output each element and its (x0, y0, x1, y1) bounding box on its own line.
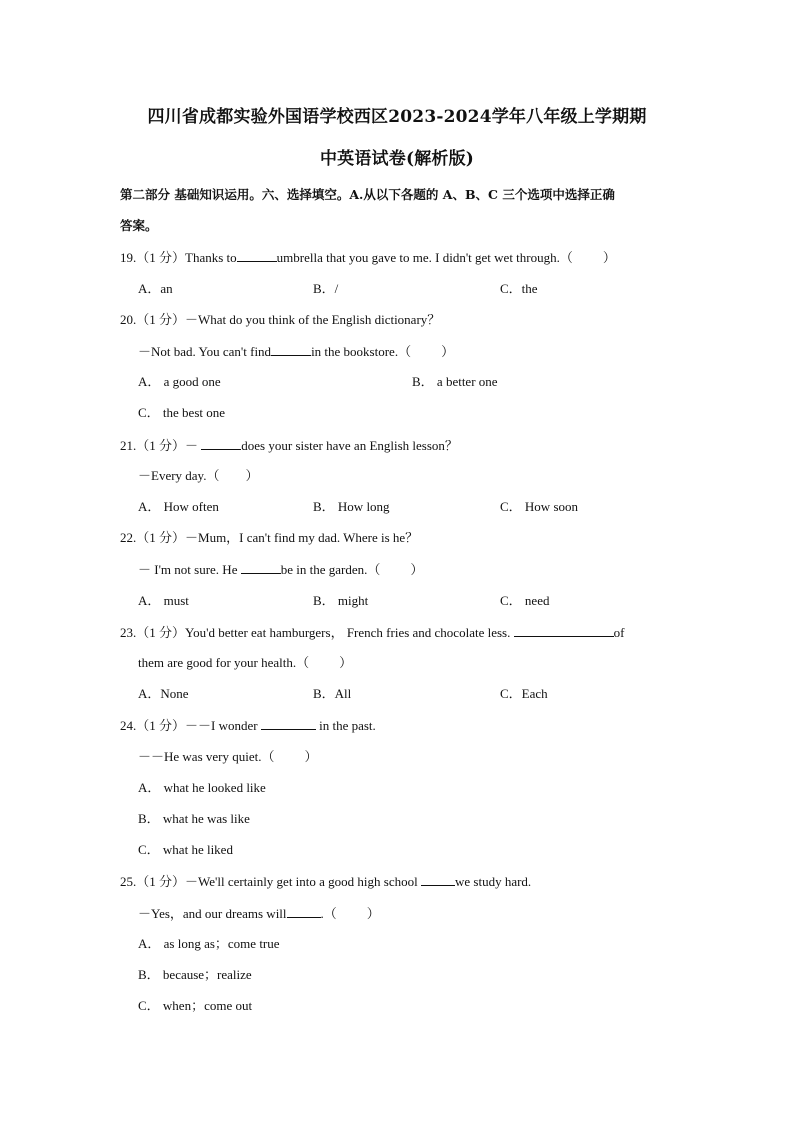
answer-blank (261, 717, 316, 730)
option-a[interactable]: A． as long as；come true (138, 936, 280, 951)
option-c[interactable]: C． when；come out (138, 998, 253, 1013)
question-stem: You'd better eat hamburgers， French fries and chocolate less. (185, 625, 511, 640)
question-23-cont: them are good for your health.（ ） (138, 655, 353, 670)
question-19: 19.（1 分）Thanks to umbrella that you gave to me. I didn't get wet through.（ ） (120, 250, 616, 265)
question-stem: －What do you think of the English dictionary？ (185, 312, 441, 327)
question-number: 21. (120, 438, 137, 453)
answer-blank (287, 905, 321, 918)
answer-blank (271, 343, 311, 356)
question-score: （1 分） (136, 530, 186, 545)
option-b[interactable]: B． a better one (412, 374, 498, 389)
answer-blank (241, 561, 281, 574)
question-number: 22. (120, 530, 137, 545)
answer-blank (421, 873, 455, 886)
question-22 (120, 530, 418, 546)
option-c[interactable]: C． How soon (500, 499, 579, 514)
question-stem: －We'll certainly get into a good high school (185, 874, 418, 889)
question-number: 23. (120, 625, 137, 640)
question-stem: －Mum，I can't find my dad. Where is he？ (185, 530, 419, 545)
option-b[interactable]: B． because；realize (138, 967, 252, 982)
question-25: 25.（1 分）－We'll certainly get into a good high school we study hard. (120, 874, 532, 889)
question-20 (120, 312, 440, 328)
question-stem: Thanks to (185, 250, 237, 265)
option-a[interactable]: A． a good one (138, 374, 221, 389)
section-instructions: 第二部分 基础知识运用。六、选择填空。A.从以下各题的 A、B、C 三个选项中选择正确 (120, 187, 615, 202)
question-score: （1 分） (136, 438, 186, 453)
answer-blank (514, 624, 614, 637)
question-stem-cont: umbrella that you gave to me. I didn't get wet through.（ (276, 250, 573, 265)
section-instructions-cont: 答案。 (120, 218, 158, 233)
answer-blank (201, 437, 241, 450)
question-24-dialogue: －－He was very quiet.（ ） (138, 749, 318, 764)
answer-blank (237, 249, 277, 262)
option-c[interactable]: C．the (500, 281, 538, 296)
page-title-line-2: 中英语试卷(解析版) (319, 149, 475, 169)
question-22-dialogue: － I'm not sure. He be in the garden.（ ） (138, 562, 424, 577)
option-a[interactable]: A．an (138, 281, 173, 296)
question-21: 21.（1 分）－ does your sister have an English lesson？ (120, 438, 458, 453)
question-23: 23.（1 分）You'd better eat hamburgers， French fries and chocolate less. of (120, 625, 625, 640)
option-c[interactable]: C． what he liked (138, 842, 233, 857)
option-b[interactable]: B．All (313, 686, 352, 701)
question-20-dialogue: －Not bad. You can't find in the bookstore.（ ） (138, 344, 455, 359)
question-stem: does your sister have an English lesson？ (241, 438, 458, 453)
option-a[interactable]: A． How often (138, 499, 219, 514)
option-a[interactable]: A． what he looked like (138, 780, 266, 795)
question-21-dialogue: －Every day.（ ） (138, 468, 259, 483)
question-score: （1 分） (136, 874, 186, 889)
page-title-line-1: 四川省成都实验外国语学校西区2023-2024学年八年级上学期期 (147, 107, 647, 127)
option-c[interactable]: C． need (500, 593, 550, 608)
question-number: 20. (120, 312, 137, 327)
option-b[interactable]: B． what he was like (138, 811, 250, 826)
question-score: （1 分） (136, 718, 186, 733)
question-25-dialogue: －Yes，and our dreams will .（ ） (138, 906, 380, 921)
question-score: （1 分） (136, 250, 186, 265)
option-b[interactable]: B． might (313, 593, 369, 608)
question-number: 25. (120, 874, 137, 889)
option-a[interactable]: A．None (138, 686, 189, 701)
option-c[interactable]: C．Each (500, 686, 548, 701)
question-stem: －－I wonder (185, 718, 258, 733)
question-score: （1 分） (136, 625, 186, 640)
option-b[interactable]: B．/ (313, 281, 339, 296)
question-24: 24.（1 分）－－I wonder in the past. (120, 718, 376, 733)
question-number: 24. (120, 718, 137, 733)
question-number: 19. (120, 250, 137, 265)
option-a[interactable]: A． must (138, 593, 189, 608)
question-score: （1 分） (136, 312, 186, 327)
option-c[interactable]: C． the best one (138, 405, 226, 420)
option-b[interactable]: B． How long (313, 499, 390, 514)
